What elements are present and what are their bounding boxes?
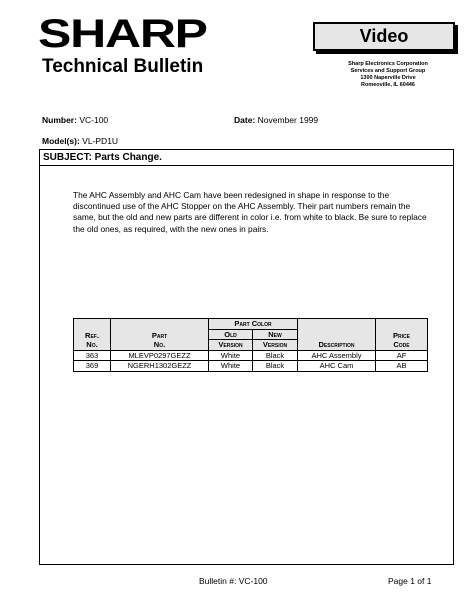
footer-bulletin-number	[199, 576, 268, 586]
part-cell: NGERH1302GEZZ	[111, 361, 209, 372]
corporation-line: Sharp Electronics Corporation	[348, 61, 428, 67]
part-header-line: Part	[151, 330, 168, 340]
price-header-line: Code	[393, 340, 410, 349]
table-row	[74, 361, 428, 372]
description-header: Description	[298, 319, 376, 351]
corporation-address	[320, 61, 456, 89]
bulletin-date	[234, 115, 318, 125]
date-label: Date:	[234, 115, 256, 125]
footer-bulletin-label: Bulletin #:	[199, 576, 237, 586]
description-cell: AHC Cam	[298, 361, 376, 372]
bulletin-models	[42, 136, 118, 146]
new-color-cell: Black	[253, 350, 298, 361]
page-number: Page 1 of 1	[388, 576, 432, 586]
description-cell: AHC Assembly	[298, 350, 376, 361]
old-version-header: Version	[209, 340, 253, 351]
number-value: VC-100	[79, 115, 109, 125]
category-label: Video	[359, 26, 409, 46]
new-version-header: Version	[253, 340, 298, 351]
date-value: November 1999	[257, 115, 319, 125]
footer-bulletin-value: VC-100	[238, 576, 268, 586]
body-paragraph: The AHC Assembly and AHC Cam have been redesigned in shape in response to the discontinued use of the AHC Stopper on the AHC Assembly. Their part numbers remain the same, but the old and new parts are different in color i.e. from white to black. Be sure to replace the old ones, as required, with the new ones in pairs.	[73, 190, 427, 234]
models-value: VL-PD1U	[82, 136, 119, 146]
price-header	[376, 319, 428, 351]
table-row	[74, 350, 428, 361]
old-color-cell: White	[209, 350, 253, 361]
new-color-cell: Black	[253, 361, 298, 372]
corporation-line: 1300 Naperville Drive	[360, 75, 416, 81]
subject-heading: SUBJECT: Parts Change.	[40, 150, 453, 166]
models-label: Model(s):	[42, 136, 80, 146]
part-cell: MLEVP0297GEZZ	[111, 350, 209, 361]
sharp-logo: SHARP	[38, 12, 207, 56]
ref-header-line: Ref.	[85, 330, 99, 340]
part-color-header: Part Color	[209, 319, 298, 330]
new-version-header: New	[253, 329, 298, 340]
old-version-header: Old	[209, 329, 253, 340]
bulletin-number	[42, 115, 108, 125]
bulletin-title: Technical Bulletin	[42, 56, 204, 77]
category-box	[313, 22, 455, 51]
ref-cell: 369	[74, 361, 111, 372]
table-header-row	[74, 319, 428, 330]
part-header	[111, 319, 209, 351]
corporation-line: Romeoville, IL 60446	[360, 82, 415, 88]
price-cell: AF	[376, 350, 428, 361]
old-color-cell: White	[209, 361, 253, 372]
corporation-line: Services and Support Group	[350, 68, 426, 74]
price-cell: AB	[376, 361, 428, 372]
ref-header-line: No.	[86, 340, 98, 349]
parts-table	[73, 318, 428, 372]
ref-cell: 363	[74, 350, 111, 361]
part-header-line: No.	[153, 340, 166, 349]
number-label: Number:	[42, 115, 77, 125]
price-header-line: Price	[393, 330, 410, 340]
ref-header	[74, 319, 111, 351]
